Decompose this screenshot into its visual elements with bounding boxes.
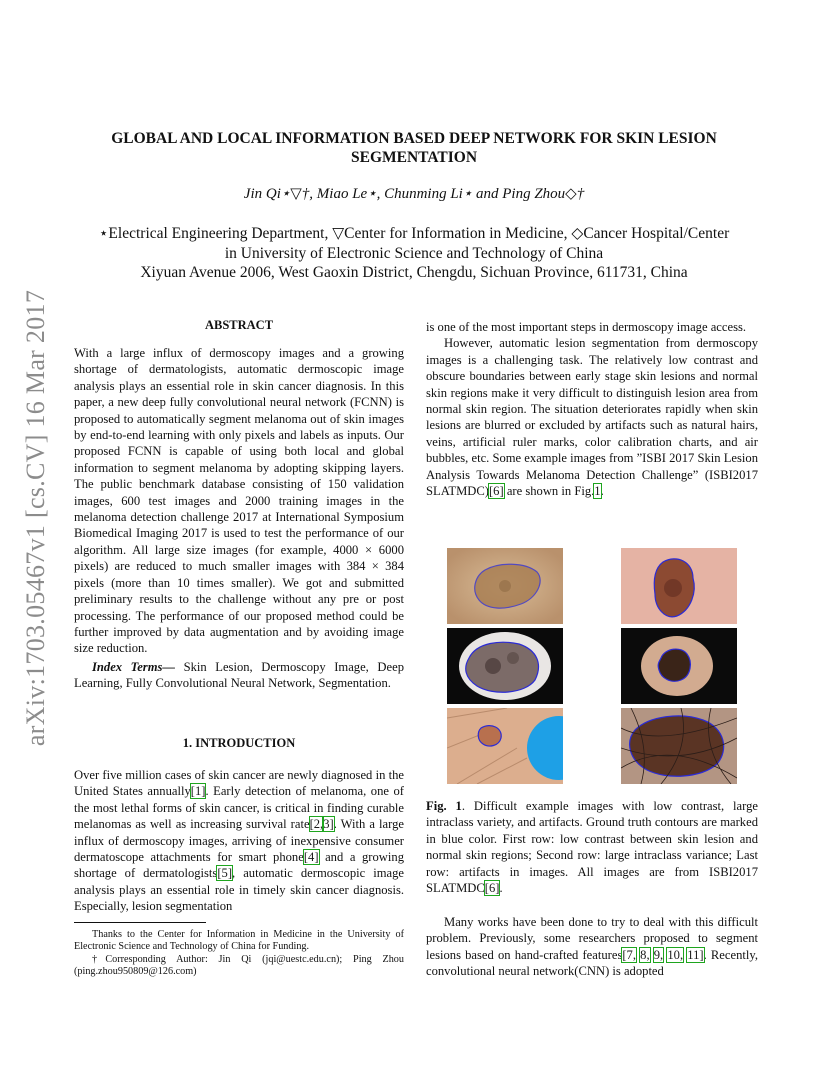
intro-heading: 1. INTRODUCTION bbox=[182, 736, 296, 750]
right-text-c: . bbox=[600, 484, 604, 499]
figure-caption-end: . bbox=[499, 881, 503, 896]
index-terms-text: Skin Lesion, Dermoscopy Image, Deep Learning, Fully Convolutional Neural Network, Segmentation. bbox=[74, 660, 404, 691]
citation-link[interactable]: [2, bbox=[309, 817, 324, 832]
footnote-funding: Thanks to the Center for Information in Medicine in the University of Electronic Science and Technology of China for Funding. bbox=[74, 929, 404, 953]
citation-link[interactable]: [1] bbox=[190, 784, 206, 799]
title-line-2: SEGMENTATION bbox=[350, 149, 478, 166]
author-list: Jin Qi⋆▽†, Miao Le⋆, Chunming Li⋆ and Ping Zhou◇† bbox=[243, 186, 585, 202]
intro-text-e: , automatic dermoscopic image analysis plays an essential role in timely skin cancer diagnosis. Especially, lesion segmentation bbox=[74, 866, 404, 914]
index-terms-label: Index Terms— bbox=[92, 660, 175, 674]
affiliation-line-1: ⋆Electrical Engineering Department, ▽Center for Information in Medicine, ◇Cancer Hospital/Center bbox=[98, 225, 730, 242]
right-paragraph-0: is one of the most important steps in dermoscopy image access. bbox=[426, 320, 747, 334]
right-paragraph-1 bbox=[426, 335, 758, 499]
dermoscopy-image-2 bbox=[621, 548, 737, 624]
citation-link[interactable]: 10, bbox=[667, 947, 684, 962]
figure-caption-body: . Difficult example images with low contrast, large intraclass variety, and artifacts. Ground truth contours are marked in blue color. First row: low contrast between skin lesion and normal skin regions; Second row: large intraclass variance; Last row: artifacts in images. All images are from ISBI2017 SLATMDC bbox=[426, 799, 758, 896]
index-terms bbox=[74, 659, 404, 692]
citation-link[interactable]: [5] bbox=[217, 866, 233, 881]
citation-link[interactable]: 8, bbox=[640, 947, 650, 962]
right-column-top bbox=[426, 319, 758, 499]
dermoscopy-image-1 bbox=[447, 548, 563, 624]
intro-body bbox=[74, 767, 404, 915]
citation-link[interactable]: [6] bbox=[488, 484, 504, 499]
dermoscopy-image-6 bbox=[621, 708, 737, 784]
citation-link[interactable]: 9, bbox=[653, 947, 664, 962]
right-text-p2a: Many works have been done to try to deal with this difficult problem. Previously, some researchers proposed to segment lesions based on hand-crafted features bbox=[426, 915, 758, 962]
title-line-1: GLOBAL AND LOCAL INFORMATION BASED DEEP NETWORK FOR SKIN LESION bbox=[111, 130, 717, 147]
index-terms-paragraph bbox=[74, 659, 404, 692]
abstract-heading: ABSTRACT bbox=[204, 318, 274, 332]
right-paragraph-2-block bbox=[426, 914, 758, 980]
intro-paragraph bbox=[74, 767, 404, 915]
citation-link[interactable]: 11] bbox=[687, 947, 704, 962]
dermoscopy-image-4 bbox=[621, 628, 737, 704]
footnote-rule bbox=[74, 922, 206, 923]
figure-caption-label: Fig. 1 bbox=[426, 799, 462, 813]
right-text-p2b: . Recently, convolutional neural network(CNN) is adopted bbox=[426, 947, 758, 979]
citation-link[interactable]: 3] bbox=[323, 817, 334, 832]
figure-1-grid bbox=[447, 548, 737, 784]
intro-text-d: and a growing shortage of dermatologists bbox=[74, 850, 404, 881]
dermoscopy-image-5 bbox=[447, 708, 563, 784]
affiliation-line-3: Xiyuan Avenue 2006, West Gaoxin District, Chengdu, Sichuan Province, 611731, China bbox=[140, 264, 688, 281]
intro-text-a: Over five million cases of skin cancer are newly diagnosed in the United States annually bbox=[74, 768, 404, 799]
affiliation-line-2: in University of Electronic Science and Technology of China bbox=[224, 244, 604, 262]
intro-text-b: . Early detection of melanoma, one of the most lethal forms of skin cancer, is critical in finding curable melanomas as well as increasing survival rate bbox=[74, 784, 404, 832]
arxiv-identifier bbox=[8, 278, 64, 758]
footnotes bbox=[74, 929, 404, 979]
right-paragraph-2 bbox=[426, 914, 758, 980]
arxiv-identifier-text: arXiv:1703.05467v1 [cs.CV] 16 Mar 2017 bbox=[21, 289, 50, 747]
footnote-corresponding: †Corresponding Author: Jin Qi (jqi@uestc.edu.cn); Ping Zhou (ping.zhou950809@126.com) bbox=[74, 953, 404, 978]
affiliation bbox=[0, 224, 828, 283]
right-text-a: However, automatic lesion segmentation from dermoscopy images is a challenging task. The relatively low contrast and obscure boundaries between early stage skin lesions and normal skin regions make it very difficult to distinguish lesion area from normal skin region. The situation deteriorates rapidly when skin lesions are blurred or excluded by artifacts such as natural hairs, veins, artificial ruler marks, color calibration charts, and air bubbles, etc. Some example images from ”ISBI 2017 Skin Lesion Analysis Towards Melanoma Detection Challenge” (ISBI2017 SLATMDC) bbox=[426, 336, 758, 499]
dermoscopy-image-3 bbox=[447, 628, 563, 704]
abstract-body bbox=[74, 345, 404, 657]
figure-caption bbox=[426, 798, 758, 896]
citation-link[interactable]: [7, bbox=[622, 947, 636, 962]
figure-link[interactable]: 1 bbox=[594, 484, 601, 499]
right-text-b: are shown in Fig. bbox=[503, 484, 595, 499]
abstract-text: With a large influx of dermoscopy images and a growing shortage of dermatologists, automatic dermoscopic image analysis plays an essential role in skin cancer diagnosis. In this paper, a new deep fully convolutional neural network (FCNN) is proposed to automatically segment melanoma out of skin images by end-to-end learning with only pixels and labels as inputs. Our proposed FCNN is capable of using both local and global information to segment melanoma by adopting skipping layers. The public benchmark database consisting of 150 validation images, 600 test images and 2000 training images in the melanoma detection challenge 2017 at International Symposium Biomedical Imaging 2017 is used to test the performance of our algorithm. All large size images (for example, 4000 × 6000 pixels) are reduced to much smaller images with 384 × 384 pixels (more than 10 times smaller). We got and submitted preliminary results to the challenge without any pre or post processing. The performance of our proposed method could be further improved by data augmentation and by avoiding image size reduction. bbox=[74, 346, 404, 656]
citation-link[interactable]: [6] bbox=[484, 881, 500, 896]
citation-link[interactable]: [4] bbox=[303, 850, 319, 865]
paper-title bbox=[0, 129, 828, 167]
intro-text-c: . With a large influx of dermoscopy images, arriving of inexpensive consumer dermatoscope attachments for smart phone bbox=[74, 817, 405, 865]
figure-caption-text bbox=[426, 798, 758, 896]
